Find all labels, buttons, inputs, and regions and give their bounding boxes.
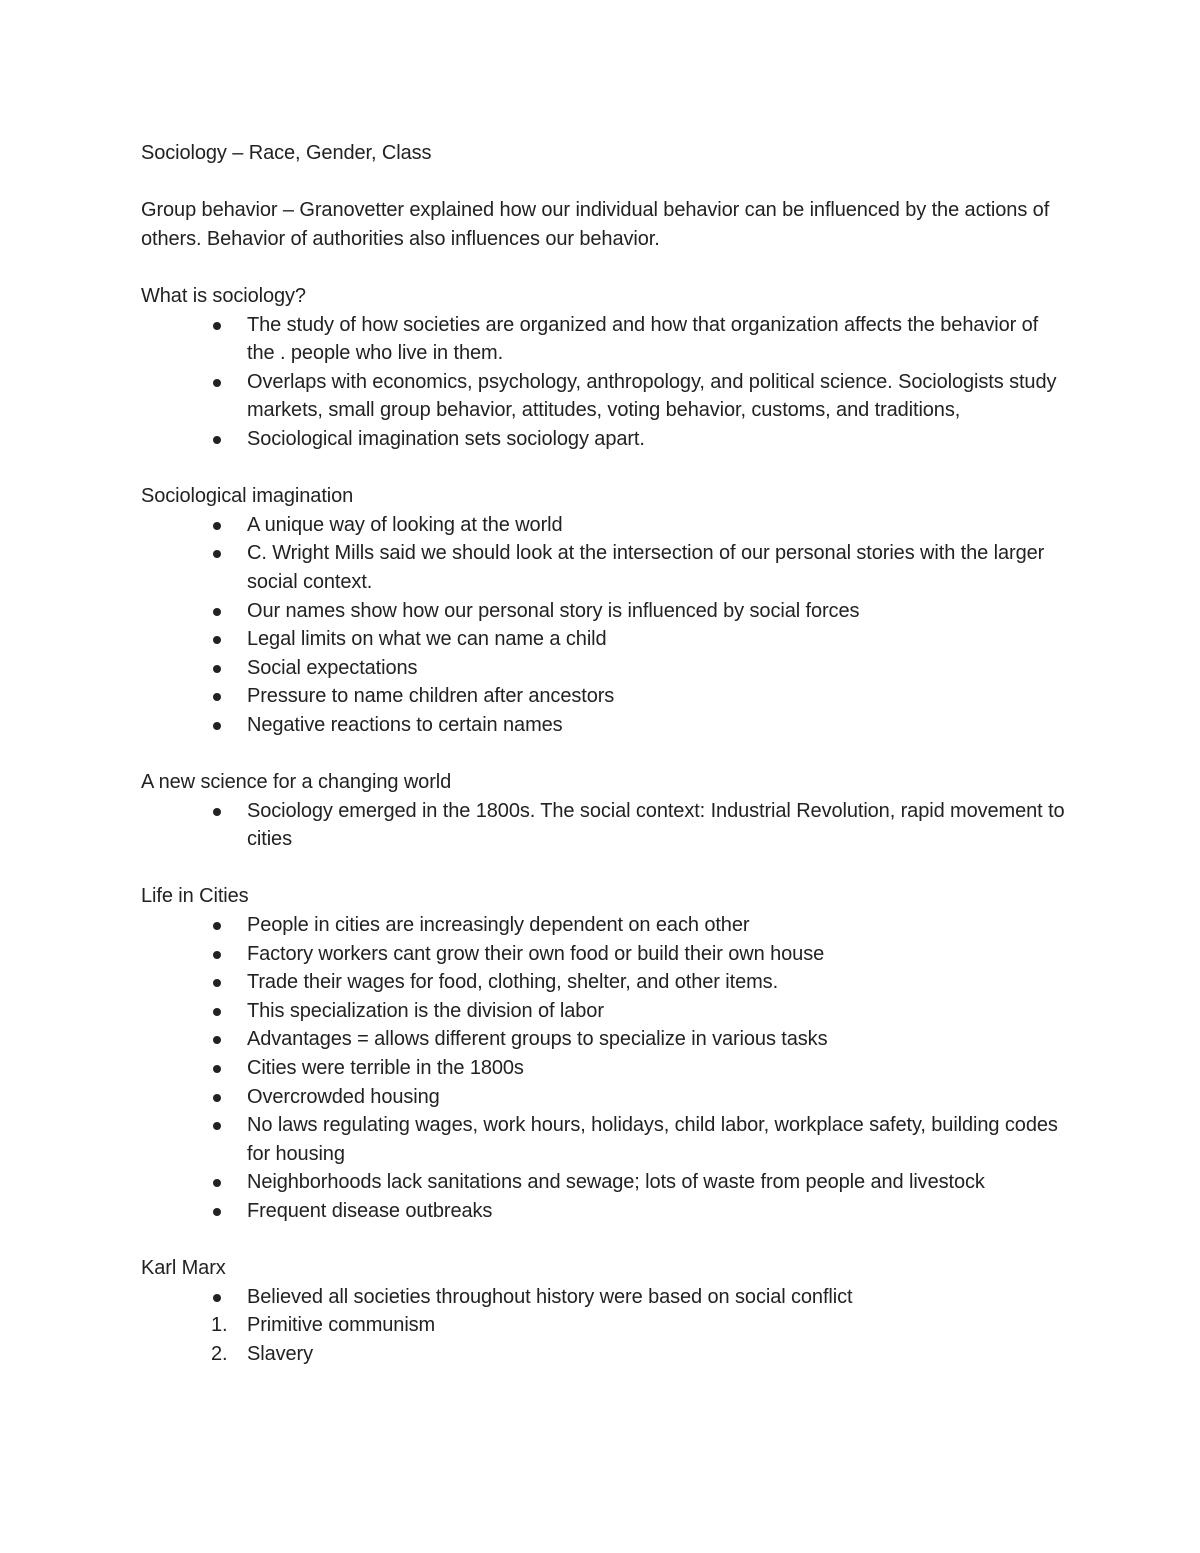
bullet-icon bbox=[213, 808, 221, 816]
list-item: The study of how societies are organized and how that organization affects the behavior of the . people who live in them. bbox=[141, 311, 1071, 368]
document-page bbox=[141, 139, 1071, 1369]
bullet-icon bbox=[213, 922, 221, 930]
bullet-icon bbox=[213, 1036, 221, 1044]
bullet-list bbox=[141, 311, 1071, 454]
bullet-list bbox=[141, 911, 1071, 1226]
list-item: Overlaps with economics, psychology, anthropology, and political science. Sociologists study markets, small group behavior, attitudes, voting behavior, customs, and traditions, bbox=[141, 368, 1071, 425]
bullet-icon bbox=[213, 1094, 221, 1102]
bullet-icon bbox=[213, 1008, 221, 1016]
bullet-icon bbox=[213, 1065, 221, 1073]
list-item: Frequent disease outbreaks bbox=[141, 1197, 1071, 1226]
bullet-icon bbox=[213, 436, 221, 444]
list-item: A unique way of looking at the world bbox=[141, 511, 1071, 540]
list-item: Advantages = allows different groups to specialize in various tasks bbox=[141, 1025, 1071, 1054]
list-item: Negative reactions to certain names bbox=[141, 711, 1071, 740]
bullet-icon bbox=[213, 522, 221, 530]
bullet-icon bbox=[213, 1179, 221, 1187]
bullet-icon bbox=[213, 1208, 221, 1216]
list-item: Cities were terrible in the 1800s bbox=[141, 1054, 1071, 1083]
list-item: Legal limits on what we can name a child bbox=[141, 625, 1071, 654]
numbered-item: 1. Primitive communism bbox=[141, 1311, 1071, 1340]
list-number: 1. bbox=[211, 1314, 228, 1337]
list-item: Sociological imagination sets sociology apart. bbox=[141, 425, 1071, 454]
section-heading: What is sociology? bbox=[141, 284, 306, 307]
intro-paragraph: Group behavior – Granovetter explained how our individual behavior can be influenced by the actions of others. Behavior of authorities also influences our behavior. bbox=[141, 199, 1050, 250]
bullet-icon bbox=[213, 979, 221, 987]
bullet-icon bbox=[213, 665, 221, 673]
list-item: C. Wright Mills said we should look at the intersection of our personal stories with the larger social context. bbox=[141, 539, 1071, 596]
list-item: No laws regulating wages, work hours, holidays, child labor, workplace safety, building codes for housing bbox=[141, 1111, 1071, 1168]
bullet-icon bbox=[213, 608, 221, 616]
list-item: Neighborhoods lack sanitations and sewage; lots of waste from people and livestock bbox=[141, 1168, 1071, 1197]
bullet-icon bbox=[213, 322, 221, 330]
list-item: Pressure to name children after ancestors bbox=[141, 682, 1071, 711]
section-heading: Sociological imagination bbox=[141, 485, 354, 508]
list-item: Sociology emerged in the 1800s. The social context: Industrial Revolution, rapid movement to cities bbox=[141, 797, 1071, 854]
section-heading: Life in Cities bbox=[141, 885, 249, 908]
list-item: People in cities are increasingly dependent on each other bbox=[141, 911, 1071, 940]
bullet-icon bbox=[213, 1294, 221, 1302]
list-number: 2. bbox=[211, 1342, 228, 1365]
list-item: This specialization is the division of labor bbox=[141, 997, 1071, 1026]
bullet-icon bbox=[213, 636, 221, 644]
numbered-item: 2. Slavery bbox=[141, 1340, 1071, 1369]
list-item: Overcrowded housing bbox=[141, 1083, 1071, 1112]
list-item: Our names show how our personal story is influenced by social forces bbox=[141, 597, 1071, 626]
list-item: Believed all societies throughout history were based on social conflict bbox=[141, 1283, 1071, 1312]
section-heading: A new science for a changing world bbox=[141, 771, 452, 794]
document-title: Sociology – Race, Gender, Class bbox=[141, 142, 432, 164]
bullet-icon bbox=[213, 951, 221, 959]
list-item: Factory workers cant grow their own food or build their own house bbox=[141, 940, 1071, 969]
bullet-list bbox=[141, 797, 1071, 854]
bullet-icon bbox=[213, 1122, 221, 1130]
section-heading: Karl Marx bbox=[141, 1257, 226, 1280]
bullet-icon bbox=[213, 722, 221, 730]
bullet-list bbox=[141, 1283, 1071, 1312]
bullet-icon bbox=[213, 693, 221, 701]
bullet-list bbox=[141, 511, 1071, 740]
numbered-list bbox=[141, 1311, 1071, 1368]
bullet-icon bbox=[213, 379, 221, 387]
list-item: Social expectations bbox=[141, 654, 1071, 683]
list-item: Trade their wages for food, clothing, shelter, and other items. bbox=[141, 968, 1071, 997]
bullet-icon bbox=[213, 550, 221, 558]
